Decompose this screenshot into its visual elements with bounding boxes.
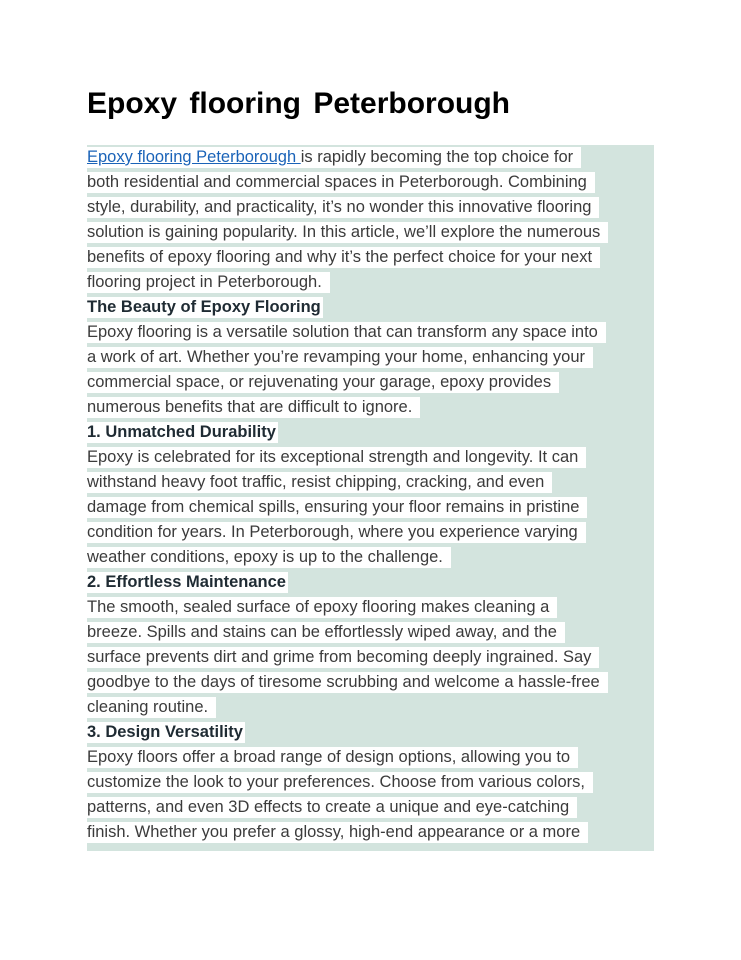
intro-line-text: is rapidly becoming the top choice for	[300, 148, 574, 166]
intro-line: style, durability, and practicality, it’s no wonder this innovative flooring	[87, 195, 654, 220]
intro-line: benefits of epoxy flooring and why it’s the perfect choice for your next	[87, 245, 654, 270]
paragraph-line: The smooth, sealed surface of epoxy flooring makes cleaning a	[87, 595, 654, 620]
paragraph-line: customize the look to your preferences. Choose from various colors,	[87, 770, 654, 795]
intro-line: both residential and commercial spaces in Peterborough. Combining	[87, 170, 654, 195]
section-heading: 2. Effortless Maintenance	[87, 573, 286, 591]
page-title: Epoxy flooring Peterborough	[87, 87, 511, 120]
paragraph-line: withstand heavy foot traffic, resist chipping, cracking, and even	[87, 470, 654, 495]
intro-line: solution is gaining popularity. In this article, we’ll explore the numerous	[87, 220, 654, 245]
intro-line	[87, 145, 654, 170]
section-heading: 3. Design Versatility	[87, 723, 243, 741]
paragraph-line: cleaning routine.	[87, 695, 654, 720]
paragraph-line: Epoxy floors offer a broad range of design options, allowing you to	[87, 745, 654, 770]
paragraph-line: patterns, and even 3D effects to create a unique and eye-catching	[87, 795, 654, 820]
paragraph-line: numerous benefits that are difficult to ignore.	[87, 395, 654, 420]
paragraph-line: weather conditions, epoxy is up to the challenge.	[87, 545, 654, 570]
paragraph-line: condition for years. In Peterborough, where you experience varying	[87, 520, 654, 545]
paragraph-line: finish. Whether you prefer a glossy, high-end appearance or a more	[87, 820, 654, 845]
paragraph-line: goodbye to the days of tiresome scrubbing and welcome a hassle-free	[87, 670, 654, 695]
epoxy-flooring-link[interactable]: Epoxy flooring Peterborough	[87, 148, 301, 166]
section-heading: The Beauty of Epoxy Flooring	[87, 298, 321, 316]
paragraph-line: Epoxy is celebrated for its exceptional strength and longevity. It can	[87, 445, 654, 470]
paragraph-line: commercial space, or rejuvenating your garage, epoxy provides	[87, 370, 654, 395]
paragraph-line: breeze. Spills and stains can be effortlessly wiped away, and the	[87, 620, 654, 645]
section-heading: 1. Unmatched Durability	[87, 423, 276, 441]
paragraph-line: damage from chemical spills, ensuring your floor remains in pristine	[87, 495, 654, 520]
paragraph-line: a work of art. Whether you’re revamping your home, enhancing your	[87, 345, 654, 370]
article-body	[87, 145, 654, 845]
paragraph-line: surface prevents dirt and grime from becoming deeply ingrained. Say	[87, 645, 654, 670]
intro-line: flooring project in Peterborough.	[87, 270, 654, 295]
paragraph-line: Epoxy flooring is a versatile solution that can transform any space into	[87, 320, 654, 345]
